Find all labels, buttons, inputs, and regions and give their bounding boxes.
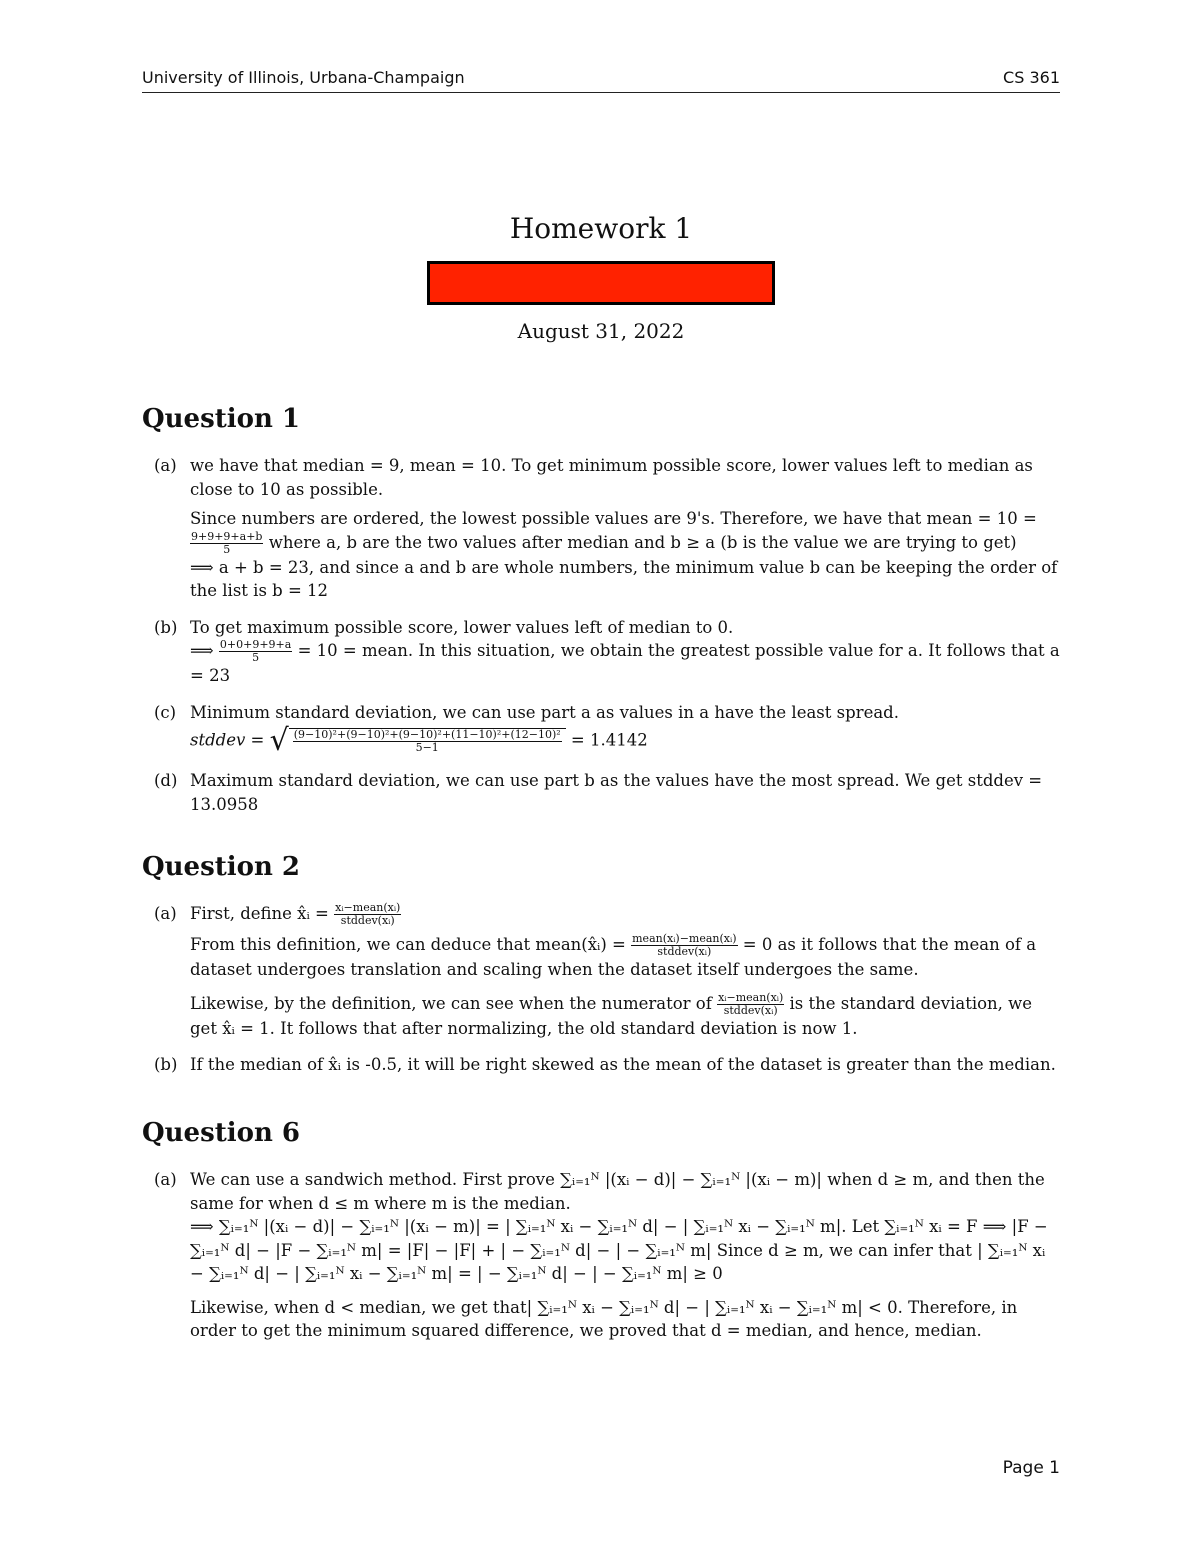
paragraph — [190, 723, 1062, 758]
fraction-denominator: stddev(xᵢ) — [723, 1003, 778, 1017]
title-block — [142, 212, 1060, 343]
text: = 0 as it follows that the mean of a dataset undergoes translation and scaling when the dataset itself undergoes the same. — [190, 935, 1037, 979]
question-2-part-b — [142, 1053, 1062, 1077]
fraction-denominator: 5 — [252, 651, 260, 664]
part-label: (d) — [154, 771, 178, 790]
paragraph: ⟹ a + b = 23, and since a and b are whole numbers, the minimum value b can be keeping the order of the list is b = 12 — [190, 557, 1058, 600]
implies-symbol: ⟹ — [190, 641, 214, 660]
fraction — [717, 992, 784, 1017]
paragraph: we have that median = 9, mean = 10. To get minimum possible score, lower values left to median as close to 10 as possible. — [190, 456, 1033, 499]
paragraph: Minimum standard deviation, we can use part a as values in a have the least spread. — [190, 702, 899, 722]
text: where a, b are the two values after median and b ≥ a (b is the value we are trying to get) — [263, 532, 1017, 552]
fraction-numerator: (9−10)²+(9−10)²+(9−10)²+(11−10)²+(12−10)² — [293, 728, 561, 741]
text: From this definition, we can deduce that mean(x̂ᵢ) = — [190, 935, 626, 954]
header-institution: University of Illinois, Urbana-Champaign — [142, 68, 465, 87]
paragraph: ⟹ ∑ᵢ₌₁ᴺ |(xᵢ − d)| − ∑ᵢ₌₁ᴺ |(xᵢ − m)| = | ∑ᵢ₌₁ᴺ xᵢ − ∑ᵢ₌₁ᴺ d| − | ∑ᵢ₌₁ᴺ xᵢ − ∑ᵢ₌₁ᴺ m|. Let ∑ᵢ₌₁ᴺ xᵢ = F ⟹ |F − ∑ᵢ₌₁ᴺ d| − |F − ∑ᵢ₌₁ᴺ m| = |F| − |F| + | − ∑ᵢ₌₁ᴺ d| − | − ∑ᵢ₌₁ᴺ m| Since d ≥ m, we can infer that | ∑ᵢ₌₁ᴺ xᵢ − ∑ᵢ₌₁ᴺ d| − | ∑ᵢ₌₁ᴺ xᵢ − ∑ᵢ₌₁ᴺ m| = | − ∑ᵢ₌₁ᴺ d| − | − ∑ᵢ₌₁ᴺ m| ≥ 0 — [190, 1217, 1048, 1283]
question-1-part-a — [142, 454, 1062, 603]
part-label: (a) — [154, 904, 177, 923]
fraction-numerator: 0+0+9+9+a — [219, 638, 292, 651]
question-6 — [142, 1118, 1062, 1356]
document-date: August 31, 2022 — [517, 319, 685, 343]
fraction-numerator: xᵢ−mean(xᵢ) — [335, 901, 401, 914]
document-title: Homework 1 — [509, 212, 693, 245]
text: First, define x̂ᵢ = — [190, 904, 329, 923]
fraction — [219, 639, 292, 664]
paragraph — [190, 933, 1062, 982]
fraction — [190, 531, 263, 556]
fraction-denominator: 5 — [223, 542, 231, 556]
part-label: (a) — [154, 456, 177, 475]
question-1-heading: Question 1 — [142, 404, 301, 434]
fraction-denominator: stddev(xᵢ) — [340, 914, 395, 927]
stddev-label: stddev = — [190, 730, 265, 750]
paragraph: Maximum standard deviation, we can use part b as the values have the most spread. We get stddev = 13.0958 — [190, 771, 1043, 814]
paragraph: Likewise, when d < median, we get that| ∑ᵢ₌₁ᴺ xᵢ − ∑ᵢ₌₁ᴺ d| − | ∑ᵢ₌₁ᴺ xᵢ − ∑ᵢ₌₁ᴺ m| < 0. Therefore, in order to get the minimum squared difference, we proved that d = median, and hence, median. — [190, 1297, 1018, 1340]
fraction-numerator: mean(xᵢ)−mean(xᵢ) — [632, 932, 737, 945]
part-label: (a) — [154, 1170, 177, 1189]
part-label: (b) — [154, 617, 178, 637]
paragraph — [190, 992, 1062, 1041]
fraction-numerator: xᵢ−mean(xᵢ) — [718, 990, 784, 1004]
paragraph: If the median of x̂ᵢ is -0.5, it will be right skewed as the mean of the dataset is greater than the median. — [190, 1055, 1056, 1074]
fraction — [334, 902, 401, 927]
question-6-part-a — [142, 1168, 1062, 1343]
page-number: Page 1 — [1002, 1458, 1060, 1478]
header-course: CS 361 — [1003, 68, 1060, 87]
part-label: (b) — [154, 1055, 178, 1074]
paragraph: To get maximum possible score, lower values left of median to 0. — [190, 617, 734, 637]
fraction-numerator: 9+9+9+a+b — [191, 529, 263, 543]
question-1 — [142, 404, 1062, 829]
question-2-part-a — [142, 902, 1062, 1040]
question-1-part-b — [142, 616, 1062, 688]
text: = 10 = mean. In this situation, we obtain the greatest possible value for a. It follows that a = 23 — [190, 641, 1060, 685]
question-1-part-d — [142, 769, 1062, 816]
sqrt-symbol: √ — [269, 723, 289, 758]
question-2 — [142, 852, 1062, 1090]
page-header — [142, 68, 1060, 93]
paragraph — [190, 639, 1062, 688]
text: Since numbers are ordered, the lowest possible values are 9's. Therefore, we have that mean = 10 = — [190, 509, 1037, 528]
question-2-heading: Question 2 — [142, 852, 301, 882]
paragraph: We can use a sandwich method. First prove ∑ᵢ₌₁ᴺ |(xᵢ − d)| − ∑ᵢ₌₁ᴺ |(xᵢ − m)| when d ≥ m, and then the same for when d ≤ m where m is the median. — [190, 1170, 1045, 1213]
text: = 1.4142 — [565, 730, 648, 750]
fraction — [293, 729, 562, 754]
paragraph — [190, 507, 1062, 556]
part-label: (c) — [154, 702, 177, 722]
fraction — [631, 933, 737, 958]
redacted-author-block — [427, 261, 775, 305]
fraction-denominator: 5−1 — [415, 741, 439, 754]
question-6-heading: Question 6 — [142, 1118, 301, 1148]
paragraph — [190, 902, 1062, 927]
sqrt-body — [289, 728, 566, 754]
fraction-denominator: stddev(xᵢ) — [657, 945, 712, 958]
text: is the standard deviation, we get x̂ᵢ = 1. It follows that after normalizing, the old standard deviation is now 1. — [190, 993, 1033, 1038]
text: Likewise, by the definition, we can see when the numerator of — [190, 993, 712, 1013]
question-1-part-c — [142, 701, 1062, 757]
